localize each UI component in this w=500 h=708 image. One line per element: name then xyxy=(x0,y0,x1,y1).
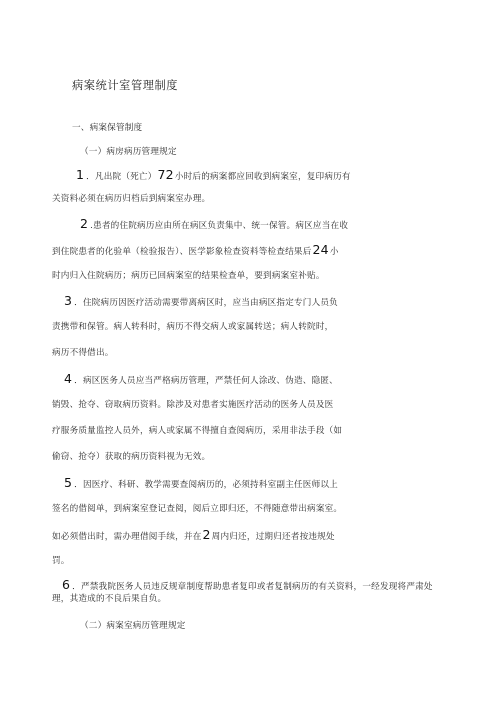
item-1-number: 1 xyxy=(76,167,85,182)
item-3-number: 3 xyxy=(64,293,73,308)
subsection-heading-2: （二）病案室病历管理规定 xyxy=(80,621,186,631)
item-2-line-3: 时内归入住院病历；病历已回病案室的结果检查单，要到病案室补贴。 xyxy=(52,271,325,281)
item-6-line-2: 理，其造成的不良后果自负。 xyxy=(52,594,167,604)
item-5-line-4: 罚。 xyxy=(52,556,70,566)
item-2-line-1: 2 .患者的住院病历应由所在病区负责集中、统一保管。病区应当在收 xyxy=(80,216,349,231)
item-3-line-3: 病历不得借出。 xyxy=(52,348,114,358)
item-5-line-1: 5 ．因医疗、科研、教学需要查阅病历的，必须持科室副主任医师以上 xyxy=(64,475,338,490)
item-3-line-1: 3 ．住院病历因医疗活动需要带离病区时，应当由病区指定专门人员负 xyxy=(64,293,338,308)
item-6-line-1: 6 ．严禁我院医务人员违反规章制度帮助患者复印或者复制病历的有关资料，一经发现将严肃处 xyxy=(62,577,433,592)
item-1-line-1: 1 ．凡出院（死亡）72小时后的病案都应回收到病案室，复印病历有 xyxy=(76,167,351,182)
item-2-line-2: 到住院患者的化验单（检验报告）、医学影象检查资料等检查结果后24小 xyxy=(52,242,339,257)
item-4-number: 4 xyxy=(64,371,73,386)
item-4-line-2: 销毁、抢夺、窃取病历资料。除涉及对患者实施医疗活动的医务人员及医 xyxy=(52,400,334,410)
section-heading-1: 一、病案保管制度 xyxy=(72,123,143,133)
item-6-number: 6 xyxy=(62,577,71,592)
item-2-number: 2 xyxy=(80,216,89,231)
subsection-heading-1: （一）病房病历管理规定 xyxy=(80,147,177,157)
item-5-line-3: 如必须借出时，需办理借阅手续，并在2周内归还，过期归还者按违规处 xyxy=(52,527,335,542)
item-4-line-4: 偷窃、抢夺）获取的病历资料视为无效。 xyxy=(52,452,211,462)
item-4-line-3: 疗服务质量监控人员外，病人或家属不得擅自查阅病历，采用非法手段（如 xyxy=(52,426,343,436)
item-3-line-2: 责携带和保管。病人转科时，病历不得交病人或家属转送；病人转院时， xyxy=(52,322,334,332)
item-5-line-2: 签名的借阅单，到病案室登记查阅，阅后立即归还，不得随意带出病案室。 xyxy=(52,504,343,514)
doc-title: 病案统计室管理制度 xyxy=(72,79,179,92)
item-4-line-1: 4 ．病区医务人员应当严格病历管理，严禁任何人涂改、伪造、隐匿、 xyxy=(64,371,338,386)
item-1-line-2: 关资料必须在病历归档后到病案室办理。 xyxy=(52,194,211,204)
item-5-number: 5 xyxy=(64,475,73,490)
